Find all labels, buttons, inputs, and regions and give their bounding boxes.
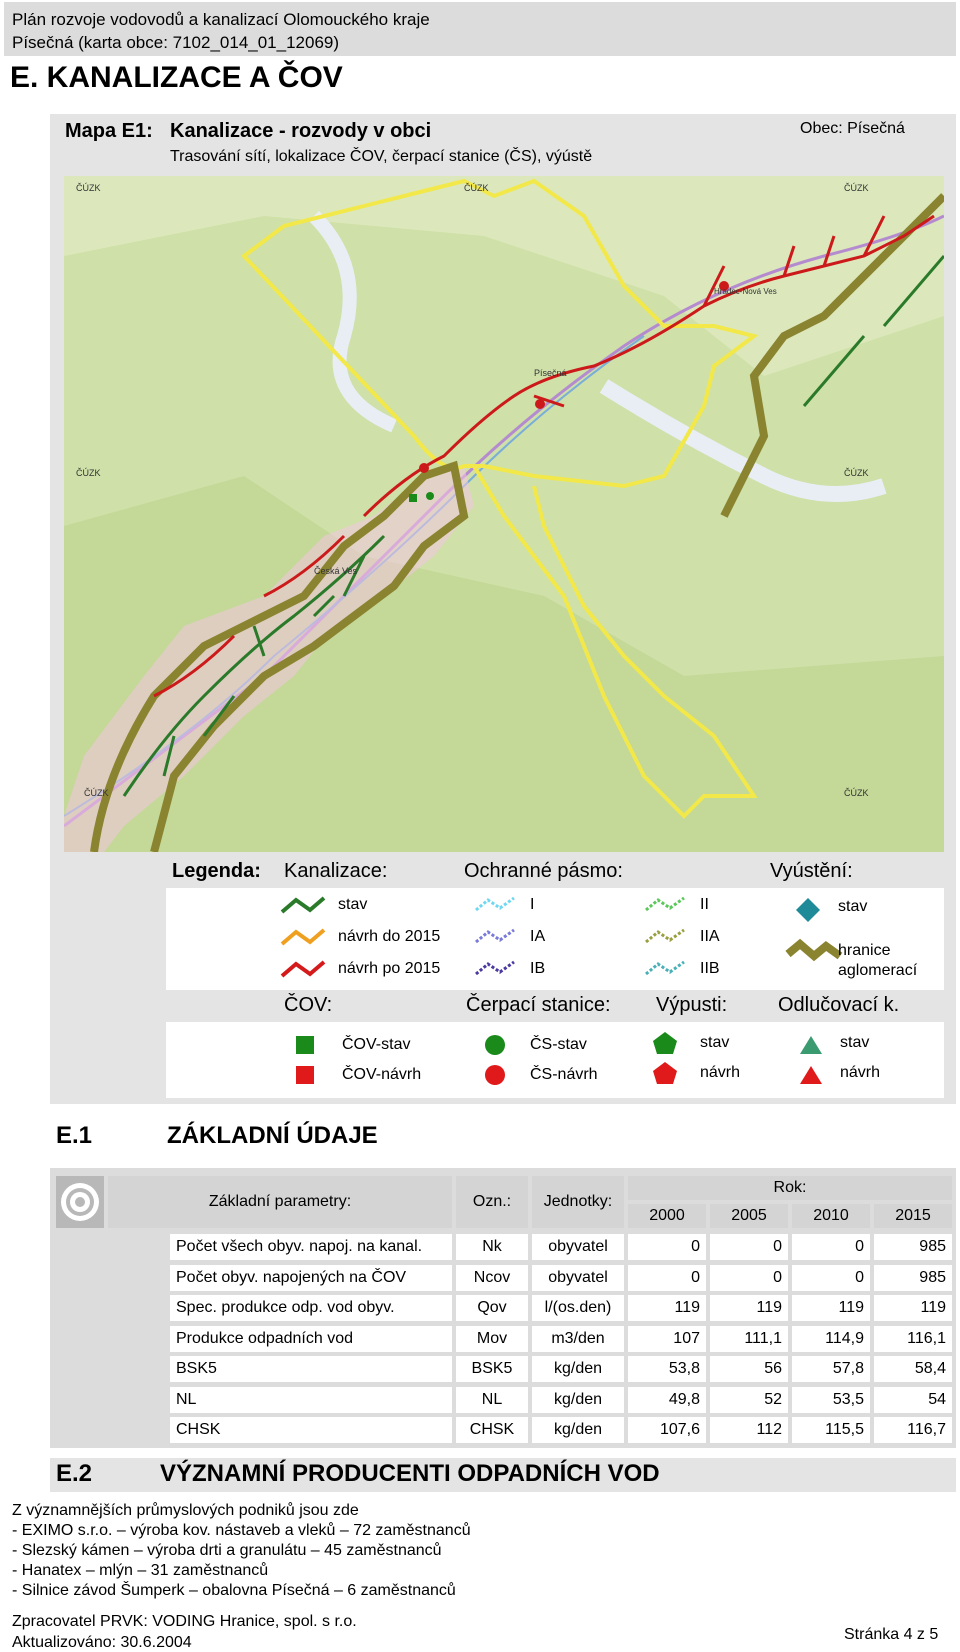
table-cell: 52: [710, 1387, 788, 1413]
legend-agglomeration-icon: [788, 944, 840, 956]
table-cell: 54: [874, 1387, 952, 1413]
legend-sewer-head: Kanalizace:: [284, 860, 388, 882]
table-cell: BSK5: [170, 1356, 452, 1382]
legend-pump-existing-icon: [485, 1035, 505, 1055]
place-name-ceska-ves: Česká Ves: [314, 566, 358, 576]
legend-zone-I-icon: [476, 898, 514, 910]
place-name-pisecna: Písečná: [534, 368, 567, 378]
table-cell: 107,6: [628, 1417, 706, 1443]
table-cell: kg/den: [532, 1356, 624, 1382]
section-e1-number: E.1: [56, 1122, 93, 1149]
document-header: [4, 2, 956, 56]
pumping-station-proposed: [419, 463, 429, 473]
table-cell: Počet všech obyv. napoj. na kanal.: [170, 1234, 452, 1260]
legend-pump-proposed: ČS-návrh: [530, 1066, 598, 1083]
table-cell: Ncov: [456, 1265, 528, 1291]
section-title: E. KANALIZACE A ČOV: [10, 61, 343, 94]
table-cell: BSK5: [456, 1356, 528, 1382]
legend-zone-II: II: [700, 896, 709, 913]
section-e1-title: ZÁKLADNÍ ÚDAJE: [167, 1122, 378, 1149]
table-cell: 114,9: [792, 1326, 870, 1352]
legend-panel-points: [166, 1022, 944, 1098]
col-header-param: Základní parametry:: [108, 1176, 452, 1228]
legend-outlet-head: Vyústění:: [770, 860, 853, 882]
legend-separator-proposed-icon: [800, 1066, 822, 1084]
table-cell: 119: [628, 1295, 706, 1321]
table-cell: 49,8: [628, 1387, 706, 1413]
legend-wwtp-head: ČOV:: [284, 994, 333, 1016]
table-cell: 115,5: [792, 1417, 870, 1443]
legend-pump-icons: [480, 1032, 510, 1092]
producers-intro: Z významnějších průmyslových podniků jsou zde: [12, 1502, 359, 1519]
legend-outlet-existing-icon: [796, 898, 820, 922]
footer-author: Zpracovatel PRVK: VODING Hranice, spol. s r.o.: [12, 1613, 357, 1630]
producer-item: - Hanatex – mlýn – 31 zaměstnanců: [12, 1562, 269, 1579]
legend-pump-proposed-icon: [485, 1065, 505, 1085]
map-subtitle: Trasování sítí, lokalizace ČOV, čerpací stanice (ČS), výústě: [170, 148, 593, 165]
table-cell: Počet obyv. napojených na ČOV: [170, 1265, 452, 1291]
cuzk-label-4: ČÚZK: [76, 468, 101, 478]
table-cell: 119: [874, 1295, 952, 1321]
legend-zone-IA: IA: [530, 928, 546, 945]
table-cell: 0: [792, 1265, 870, 1291]
table-cell: 53,5: [792, 1387, 870, 1413]
page-number: Stránka 4 z 5: [844, 1626, 939, 1643]
table-cell: 0: [792, 1234, 870, 1260]
legend-zone-IIA: IIA: [700, 928, 720, 945]
col-header-2015: 2015: [874, 1204, 952, 1228]
wwtp-existing: [409, 494, 417, 502]
legend-outlet-existing: stav: [838, 898, 868, 915]
legend-discharge-head: Výpusti:: [656, 994, 728, 1016]
legend-agglomeration-line1: hranice: [838, 942, 891, 959]
legend-discharge-existing-icon: [653, 1032, 677, 1054]
legend-discharge-proposed: návrh: [700, 1064, 741, 1081]
cuzk-label-7: ČÚZK: [844, 788, 869, 798]
legend-line-to2015-icon: [282, 930, 324, 944]
legend-separator-existing: stav: [840, 1034, 870, 1051]
legend-zone-II-icon: [646, 898, 684, 910]
table-cell: 985: [874, 1234, 952, 1260]
producer-item: - EXIMO s.r.o. – výroba kov. nástaveb a vleků – 72 zaměstnanců: [12, 1522, 471, 1539]
header-subtitle: Písečná (karta obce: 7102_014_01_12069): [12, 33, 340, 52]
legend-outlet-icons: [784, 894, 844, 990]
legend-discharge-existing: stav: [700, 1034, 730, 1051]
legend-separator-existing-icon: [800, 1036, 822, 1054]
table-cell: 112: [710, 1417, 788, 1443]
cuzk-label-5: ČÚZK: [844, 468, 869, 478]
legend-separator-icons: [796, 1032, 826, 1092]
pumping-station-existing: [426, 492, 434, 500]
table-cell: 119: [792, 1295, 870, 1321]
legend-zone-IB: IB: [530, 960, 546, 977]
table-cell: Spec. produkce odp. vod obyv.: [170, 1295, 452, 1321]
table-cell: kg/den: [532, 1417, 624, 1443]
footer-updated: Aktualizováno: 30.6.2004: [12, 1634, 192, 1651]
cuzk-label-3: ČÚZK: [844, 183, 869, 193]
legend-agglomeration-line2: aglomerací: [838, 962, 918, 979]
legend-wwtp-proposed-icon: [296, 1066, 314, 1084]
map-title: Kanalizace - rozvody v obci: [170, 120, 432, 142]
legend-discharge-icons: [650, 1030, 680, 1090]
section-e2-number: E.2: [56, 1460, 93, 1487]
map-label: Mapa E1:: [65, 120, 153, 142]
table-cell: m3/den: [532, 1326, 624, 1352]
producer-item: - Silnice závod Šumperk – obalovna Písečná – 6 zaměstnanců: [12, 1582, 456, 1599]
table-cell: 0: [628, 1265, 706, 1291]
table-cell: Mov: [456, 1326, 528, 1352]
legend-zone-icons-1: [474, 894, 518, 990]
legend-line-icons: [280, 894, 328, 990]
cuzk-label: ČÚZK: [76, 183, 101, 193]
table-cell: l/(os.den): [532, 1295, 624, 1321]
legend-pump-existing: ČS-stav: [530, 1036, 587, 1053]
table-cell: 107: [628, 1326, 706, 1352]
legend-zone-IIB-icon: [646, 962, 684, 974]
legend-separator-proposed: návrh: [840, 1064, 881, 1081]
header-title: Plán rozvoje vodovodů a kanalizací Olomouckého kraje: [12, 10, 430, 29]
legend-pump-head: Čerpací stanice:: [466, 994, 611, 1016]
sewer-network-map: [64, 176, 944, 852]
table-cell: 985: [874, 1265, 952, 1291]
table-cell: Produkce odpadních vod: [170, 1326, 452, 1352]
table-cell: Nk: [456, 1234, 528, 1260]
table-cell: 56: [710, 1356, 788, 1382]
cuzk-label-2: ČÚZK: [464, 183, 489, 193]
table-cell: obyvatel: [532, 1234, 624, 1260]
place-name-hradec: Hradec-Nová Ves: [714, 287, 777, 296]
table-cell: 119: [710, 1295, 788, 1321]
legend-zone-head: Ochranné pásmo:: [464, 860, 623, 882]
table-cell: 57,8: [792, 1356, 870, 1382]
col-header-unit: Jednotky:: [532, 1176, 624, 1228]
table-cell: CHSK: [170, 1417, 452, 1443]
municipality-label: Obec: Písečná: [800, 120, 905, 137]
table-cell: 111,1: [710, 1326, 788, 1352]
col-header-2000: 2000: [628, 1204, 706, 1228]
legend-zone-IB-icon: [476, 962, 514, 974]
col-header-2010: 2010: [792, 1204, 870, 1228]
legend-wwtp-existing: ČOV-stav: [342, 1036, 411, 1053]
table-cell: 0: [710, 1234, 788, 1260]
producer-item: - Slezský kámen – výroba drti a granulátu – 45 zaměstnanců: [12, 1542, 442, 1559]
table-cell: 53,8: [628, 1356, 706, 1382]
col-header-year: Rok:: [628, 1176, 952, 1200]
legend-zone-IIA-icon: [646, 930, 684, 942]
col-header-ozn: Ozn.:: [456, 1176, 528, 1228]
table-cell: Qov: [456, 1295, 528, 1321]
table-cell: CHSK: [456, 1417, 528, 1443]
legend-wwtp-proposed: ČOV-návrh: [342, 1066, 422, 1083]
table-cell: 116,7: [874, 1417, 952, 1443]
table-cell: 0: [628, 1234, 706, 1260]
target-icon: [56, 1176, 104, 1228]
table-cell: 58,4: [874, 1356, 952, 1382]
table-cell: obyvatel: [532, 1265, 624, 1291]
legend-title: Legenda:: [172, 860, 261, 882]
legend-sewer-after2015: návrh po 2015: [338, 960, 441, 977]
legend-line-existing-icon: [282, 898, 324, 912]
table-cell: 0: [710, 1265, 788, 1291]
section-e2-title: VÝZNAMNÍ PRODUCENTI ODPADNÍCH VOD: [160, 1460, 660, 1487]
legend-zone-I: I: [530, 896, 535, 913]
table-cell: NL: [170, 1387, 452, 1413]
col-header-2005: 2005: [710, 1204, 788, 1228]
legend-separator-head: Odlučovací k.: [778, 994, 900, 1016]
legend-zone-IIB: IIB: [700, 960, 720, 977]
cuzk-label-6: ČÚZK: [84, 788, 109, 798]
legend-zone-icons-2: [644, 894, 688, 990]
table-cell: 116,1: [874, 1326, 952, 1352]
table-cell: kg/den: [532, 1387, 624, 1413]
legend-wwtp-icons: [290, 1032, 320, 1092]
legend-line-after2015-icon: [282, 962, 324, 976]
table-cell: NL: [456, 1387, 528, 1413]
legend-discharge-proposed-icon: [653, 1062, 677, 1084]
legend-sewer-existing: stav: [338, 896, 368, 913]
legend-sewer-to2015: návrh do 2015: [338, 928, 441, 945]
legend-wwtp-existing-icon: [296, 1036, 314, 1054]
pumping-station-proposed-2: [535, 399, 545, 409]
legend-zone-IA-icon: [476, 930, 514, 942]
